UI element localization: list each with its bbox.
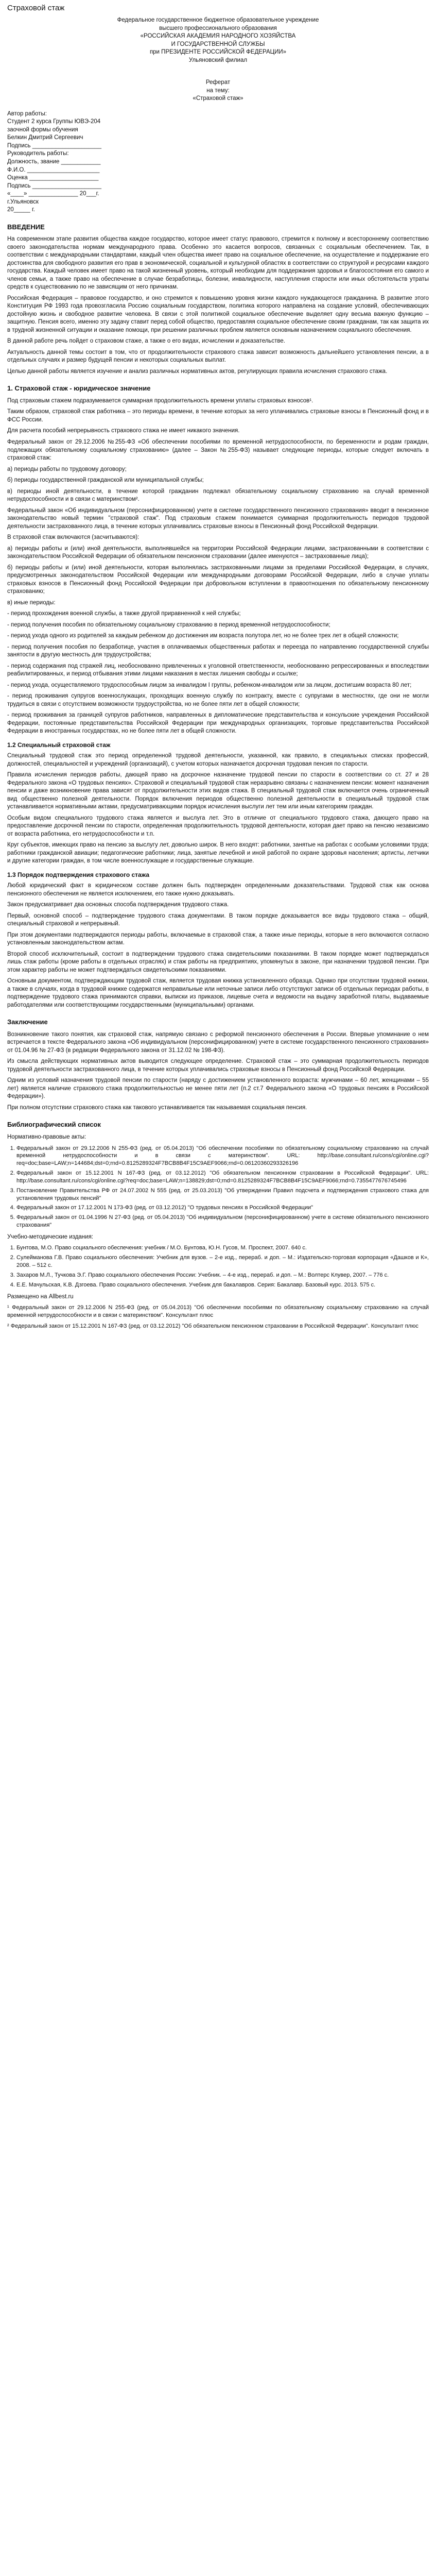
section1-paragraph: Таким образом, страховой стаж работника – это периоды времени, в течение которых за него уплачивались страховые взносы в Пенсионный фонд и в ФСС России. [7, 409, 429, 423]
section1-paragraph: а) периоды работы и (или) иной деятельности, выполнявшейся на территории Российской Федерации лицами, застрахованными в соответствии с законодательством Российской Федерации об обязательном пенсионном страховании (далее именуются – застрахованные лица); [7, 545, 429, 560]
section1-paragraph: Для расчета пособий непрерывность страхового стажа не имеет никакого значения. [7, 428, 240, 434]
section1-paragraph: - период ухода одного из родителей за каждым ребенком до достижения им возраста полутора лет, но не более трех лет в общей сложности; [7, 633, 399, 639]
normative-list [7, 1145, 429, 1229]
conclusion-paragraph: Из смысла действующих нормативных актов выводится следующее определение. Страховой стаж – это суммарная продолжительность периодов трудовой деятельности застрахованного лица, в течение которых уплачивались страховые взносы в Пенсионный фонд Российской Федерации. [7, 1058, 429, 1073]
intro-paragraph: В данной работе речь пойдет о страховом стаже, а также о его видах, исчислении и доказательстве. [7, 338, 285, 345]
section1-3-paragraph: Закон предусматривает два основных способа подтверждения трудового стажа. [7, 902, 229, 908]
topic-label: на тему: [206, 87, 230, 94]
normative-label: Нормативно-правовые акты: [7, 1134, 86, 1141]
section1-2-paragraph: Правила исчисления периодов работы, дающей право на досрочное назначение трудовой пенсии по старости в соответствии со ст. 27 и 28 Федерального закона «О трудовых пенсиях». Страховой и специальный трудовой стаж неразрывно связаны с назначением пенсии: момент назначения пенсии и даже возникновение права зависят от продолжительности этих видов стажа. В специальный трудовой стаж включается очень ограниченный вид общественно полезной деятельности. Порядок включения периодов общественно полезной деятельности в специальный трудовой стаж устанавливается нормативными актами, предусматривающими порядок исчисления выслуги лет тем или иным категориям граждан. [7, 772, 429, 810]
section1-3-body [7, 882, 429, 1009]
author-line: Студент 2 курса Группы ЮВЭ-204 [7, 118, 101, 125]
section1-paragraph: б) периоды государственной гражданской или муниципальной службы; [7, 477, 204, 484]
topic: «Страховой стаж» [193, 95, 243, 102]
author-line: Руководитель работы: [7, 150, 69, 157]
intro-heading: ВВЕДЕНИЕ [7, 223, 45, 231]
normative-item: 4. Федеральный закон от 17.12.2001 N 173-ФЗ (ред. от 03.12.2012) "О трудовых пенсиях в Российской Федерации" [16, 1204, 429, 1212]
normative-item: 5. Федеральный закон от 01.04.1996 N 27-ФЗ (ред. от 05.04.2013) "Об индивидуальном (персонифицированном) учете в системе обязательного пенсионного страхования" [16, 1214, 429, 1229]
literature-item: 2. Сулейманова Г.В. Право социального обеспечения: Учебник для вузов. – 2-е изд., перераб. и доп. – М.: Издательско-торговая корпорация «Дашков и К», 2008. – 512 с. [16, 1254, 429, 1269]
section1-paragraph: а) периоды работы по трудовому договору; [7, 466, 127, 472]
author-line: заочной формы обучения [7, 126, 78, 133]
intro-paragraph: Целью данной работы является изучение и анализ различных нормативных актов, регулирующих правила исчисления страхового стажа. [7, 368, 388, 375]
bibliography-heading: Библиографический список [7, 1121, 101, 1129]
normative-item: 3. Постановление Правительства РФ от 24.07.2002 N 555 (ред. от 25.03.2013) "Об утверждении Правил подсчета и подтверждения страхового стажа для установления трудовых пенсий" [16, 1187, 429, 1202]
author-line: Подпись _____________________ [7, 142, 102, 149]
section1-3-paragraph: Первый, основной способ – подтверждение трудового стажа документами. В таком порядке доказывается все виды трудового стажа – общий, специальный страховой и непрерывный. [7, 912, 429, 927]
section1-heading: 1. Страховой стаж - юридическое значение [7, 384, 151, 393]
title-page [7, 16, 429, 214]
section1-paragraph: в) иные периоды: [7, 599, 56, 606]
section1-paragraph: - период проживания супругов военнослужащих, проходящих военную службу по контракту, вместе с супругами в местностях, где они не могли трудиться в связи с отсутствием возможности трудоустройства, но не более пяти лет в общей сложности; [7, 693, 429, 707]
author-line: Белкин Дмитрий Сергеевич [7, 134, 83, 141]
org-line: Федеральное государственное бюджетное образовательное учреждение [117, 17, 319, 24]
doc-type: Реферат [205, 79, 231, 86]
conclusion-body [7, 1031, 429, 1112]
section1-paragraph: Федеральный закон «Об индивидуальном (персонифицированном) учете в системе государственного пенсионного страхования» вводит в пенсионное законодательство новый термин "страховой стаж". Под страховым стажем понимается суммарная продолжительность периодов трудовой деятельности застрахованного лица, в течение которых уплачивались страховые взносы в Пенсионный фонд Российской Федерации. [7, 507, 429, 530]
intro-paragraph: Актуальность данной темы состоит в том, что от продолжительности страхового стажа зависит возможность дальнейшего установления пенсии, а в отдельных случаях и размер будущей пенсии и некоторых социальных выплат. [7, 349, 429, 364]
section1-paragraph: В страховой стаж включаются (засчитываются): [7, 534, 139, 541]
section1-paragraph: в) периоды иной деятельности, в течение которой гражданин подлежал обязательному социальному страхованию на случай временной нетрудоспособности и в связи с материнством². [7, 488, 429, 503]
normative-item: 1. Федеральный закон от 29.12.2006 N 255-ФЗ (ред. от 05.04.2013) "Об обеспечении пособиями по обязательному социальному страхованию на случай временной нетрудоспособности и в связи с материнством". URL: http://base.consultant.ru/cons/cgi/online.cgi?req=doc;base=LAW;n=144684;dst=0;rnd=0.8125289324F7BCB8B4F15C9AEF9066;rnd=0.06120360293326196 [16, 1145, 429, 1168]
author-line: Ф.И.О. ______________________ [7, 166, 100, 173]
author-line: Должность, звание ____________ [7, 158, 101, 165]
conclusion-heading: Заключение [7, 1018, 48, 1026]
org-line: «РОССИЙСКАЯ АКАДЕМИЯ НАРОДНОГО ХОЗЯЙСТВА [140, 33, 296, 40]
section1-2-heading: 1.2 Специальный страховой стаж [7, 741, 111, 749]
document-title: Страховой стаж [7, 4, 65, 12]
author-line: Оценка _____________________ [7, 175, 99, 181]
normative-item: 2. Федеральный закон от 15.12.2001 N 167-ФЗ (ред. от 03.12.2012) "Об обязательном пенсионном страховании в Российской Федерации". URL: http://base.consultant.ru/cons/cgi/online.cgi?req=doc;base=LAW;n=138829;dst=0;rnd=0.8125289324F7BCB8B4F15C9AEF9066;rnd=0.7355477676745496 [16, 1170, 429, 1185]
author-line: Автор работы: [7, 110, 47, 117]
section1-paragraph: - период ухода, осуществляемого трудоспособным лицом за инвалидом I группы, ребенком-инвалидом или за лицом, достигшим возраста 80 лет; [7, 682, 412, 688]
section1-3-paragraph: Основным документом, подтверждающим трудовой стаж, является трудовая книжка установленного образца. Однако при отсутствии трудовой книжки, а также в случаях, когда в трудовой книжке содержатся неправильные или неточные записи либо отсутствуют записи об отдельных периодах работы, в подтверждение трудового стажа принимаются справки, выписки из приказов, лицевые счета и ведомости на выдачу заработной платы, выдаваемые работодателями или соответствующими государственными (муниципальными) органами. [7, 978, 429, 1008]
year-line: 20_____ г. [7, 207, 35, 213]
section1-2-body [7, 752, 429, 866]
section1-paragraph: - период получения пособия по обязательному социальному страхованию в период временной нетрудоспособности; [7, 621, 330, 628]
footnotes [7, 1304, 429, 1330]
literature-item: 4. Е.Е. Мачульская, К.В. Дзгоева. Право социального обеспечения. Учебник для бакалавров. Серия: Бакалавр. Базовый курс. 2013. 575 с. [16, 1281, 429, 1289]
section1-3-heading: 1.3 Порядок подтверждения страхового стажа [7, 871, 150, 878]
section1-paragraph: - период получения пособия по безработице, участия в оплачиваемых общественных работах и переезда по направлению государственной службы занятости в другую местность для трудоустройства; [7, 643, 429, 658]
literature-label: Учебно-методические издания: [7, 1233, 93, 1240]
section1-paragraph: - период содержания под стражей лиц, необоснованно привлеченных к уголовной ответственности, необоснованно репрессированных и впоследствии реабилитированных, и период отбывания этими лицами наказания в местах лишения свободы и ссылке; [7, 663, 429, 677]
section1-3-paragraph: Любой юридический факт в юридическом составе должен быть подтвержден определенными доказательствами. Трудовой стаж как основа пенсионного обеспечения не является исключением, его также нужно доказывать. [7, 883, 429, 897]
section1-paragraph: - период прохождения военной службы, а также другой приравненной к ней службы; [7, 611, 241, 617]
author-line: «____» _______________ 20___г. [7, 191, 99, 197]
web-label: Размещено на Allbest.ru [7, 1293, 74, 1300]
footnote: ¹ Федеральный закон от 29.12.2006 N 255-ФЗ (ред. от 05.04.2013) "Об обеспечении пособиями по обязательному социальному страхованию на случай временной нетрудоспособности и в связи с материнством". Консультант плюс [7, 1304, 429, 1319]
org-line: при ПРЕЗИДЕНТЕ РОССИЙСКОЙ ФЕДЕРАЦИИ» [149, 49, 287, 56]
author-line: Подпись _____________________ [7, 182, 102, 189]
section1-paragraph: Федеральный закон от 29.12.2006 №255-ФЗ «Об обеспечении пособиями по временной нетрудоспособности, по беременности и родам граждан, подлежащих обязательному социальному страхованию» (далее – Закон №255-ФЗ) называет следующие периоды, которые следует включать в страховой стаж: [7, 439, 429, 462]
literature-list [7, 1244, 429, 1289]
org-line: И ГОСУДАРСТВЕННОЙ СЛУЖБЫ [171, 41, 265, 47]
org-line: Ульяновский филиал [188, 57, 248, 63]
conclusion-paragraph: Возникновение такого понятия, как страховой стаж, напрямую связано с реформой пенсионного обеспечения в России. Впервые упоминание о нем встречается в тексте Федерального закона «Об индивидуальном (персонифицированном) учете в системе государственного пенсионного страхования» от 01.04.96 № 27-ФЗ (в редакции Федерального закона от 31.12.02 № 198-ФЗ). [7, 1031, 429, 1054]
org-line: высшего профессионального образования [159, 25, 277, 31]
intro-paragraph: На современном этапе развития общества каждое государство, которое имеет статус правового, стремится к полному и всестороннему соответствию своего законодательства нормам международного права. Особенно это касается вопросов, связанных с социальным обеспечением. Так, в соответствии с международными стандартами, каждый член общества имеет право на социальное обеспечение, на осуществление и поддержание его достоинства для свободного развития его прав в экономической, социальной и культурной областях в соответствии со структурой и ресурсами каждого государства. Каждый человек имеет право на такой жизненный уровень, который необходим для поддержания здоровья и благосостояния его самого и членов семьи, а также право на обеспечение в случае безработицы, болезни, инвалидности, наступления старости или иных обстоятельств утраты средств к существованию по не зависящим от него причинам. [7, 236, 429, 291]
footnote: ² Федеральный закон от 15.12.2001 N 167-ФЗ (ред. от 03.12.2012) "Об обязательном пенсионном страховании в Российской Федерации". Консультант плюс [7, 1323, 418, 1329]
literature-item: 1. Бунтова, М.О. Право социального обеспечения: учебник / М.О. Бунтова, Ю.Н. Гусов, М. Проспект, 2007. 640 с. [16, 1244, 429, 1252]
conclusion-paragraph: Одним из условий назначения трудовой пенсии по старости (наряду с достижением установленного возраста: мужчинами – 60 лет, женщинами – 55 лет) является наличие страхового стажа продолжительностью не менее пяти лет (п.2 ст.7 Федерального закона «О трудовых пенсиях в Российской Федерации»). [7, 1077, 429, 1100]
section1-3-paragraph: При этом документами подтверждаются периоды работы, включаемые в страховой стаж, а также иные периоды, которые в него включаются согласно установленным законодательством актам. [7, 931, 429, 946]
section1-2-paragraph: Круг субъектов, имеющих право на пенсию за выслугу лет, довольно широк. В него входят: работники, занятые на работах с особыми условиями труда; работники гражданской авиации; педагогические работники; лица, занятые лечебной и иной работой по охране здоровья населения; артисты, летчики и другие категории граждан, в том числе военнослужащие и государственные служащие. [7, 842, 429, 865]
section1-paragraph: б) периоды работы и (или) иной деятельности, которая выполнялась застрахованными лицами за пределами Российской Федерации, в случаях, предусмотренных законодательством Российской Федерации или международными договорами Российской Федерации, либо в случае уплаты страховых взносов в Пенсионный фонд Российской Федерации при добровольном вступлении в правоотношения по обязательному пенсионному страхованию; [7, 564, 429, 595]
section1-paragraph: - период проживания за границей супругов работников, направленных в дипломатические представительства и консульские учреждения Российской Федерации, постоянные представительства Российской Федерации при международных организациях, торговые представительства Российской Федерации в иностранных государствах, но не более пяти лет в общей сложности. [7, 712, 429, 735]
section1-body [7, 397, 429, 736]
literature-item: 3. Захаров М.Л., Тучкова Э.Г. Право социального обеспечения России: Учебник. – 4-е изд., перераб. и доп. – М.: Волтерс Клувер, 2007. – 776 с. [16, 1272, 429, 1279]
section1-2-paragraph: Специальный трудовой стаж это период определенной трудовой деятельности, указанной, как правило, в специальных списках профессий, должностей, специальностей и учреждений (организаций), с учетом которых назначается досрочная трудовая пенсия по старости. [7, 753, 429, 767]
section1-3-paragraph: Второй способ исключительный, состоит в подтверждении трудового стажа свидетельскими показаниями. В таком порядке может подтверждаться лишь стаж работы (кроме работы в отдельных отраслях) и стаж работы на предприятиях, упомянутых в законе, при назначении трудовой пенсии. При этом характер работы не может подтверждаться свидетельскими показаниями. [7, 951, 429, 973]
intro-paragraph: Российская Федерация – правовое государство, и оно стремится к повышению уровня жизни каждого нуждающегося гражданина. В развитие этого Конституция РФ 1993 года провозгласила Россию социальным государством, политика которого направлена на создание условий, обеспечивающих достойную жизнь и свободное развитие человека. В связи с этой политикой социальное обеспечение выделяет одну весьма важную функцию – защитную. Пенсия всего, именно эту задачу ставит перед собой общество, предоставляя социальное обеспечение своим гражданам, так как защита их в трудной жизненной ситуации и оказание помощи, при решении различных проблем является основным назначением социального обеспечения. [7, 295, 429, 333]
section1-2-paragraph: Особым видом специального трудового стажа является и выслуга лет. Это в отличие от специального трудового стажа, дающего право на предоставление досрочной пенсии по старости, определенная продолжительность трудовой деятельности, которая дает право на пенсию независимо от возраста работника, его нетрудоспособности и т.п. [7, 815, 429, 837]
city: г.Ульяновск [7, 198, 39, 205]
conclusion-paragraph: При полном отсутствии страхового стажа как такового устанавливается так называемая социальная пенсия. [7, 1104, 307, 1111]
section1-paragraph: Под страховым стажем подразумевается суммарная продолжительность времени уплаты страховых взносов¹. [7, 397, 313, 404]
